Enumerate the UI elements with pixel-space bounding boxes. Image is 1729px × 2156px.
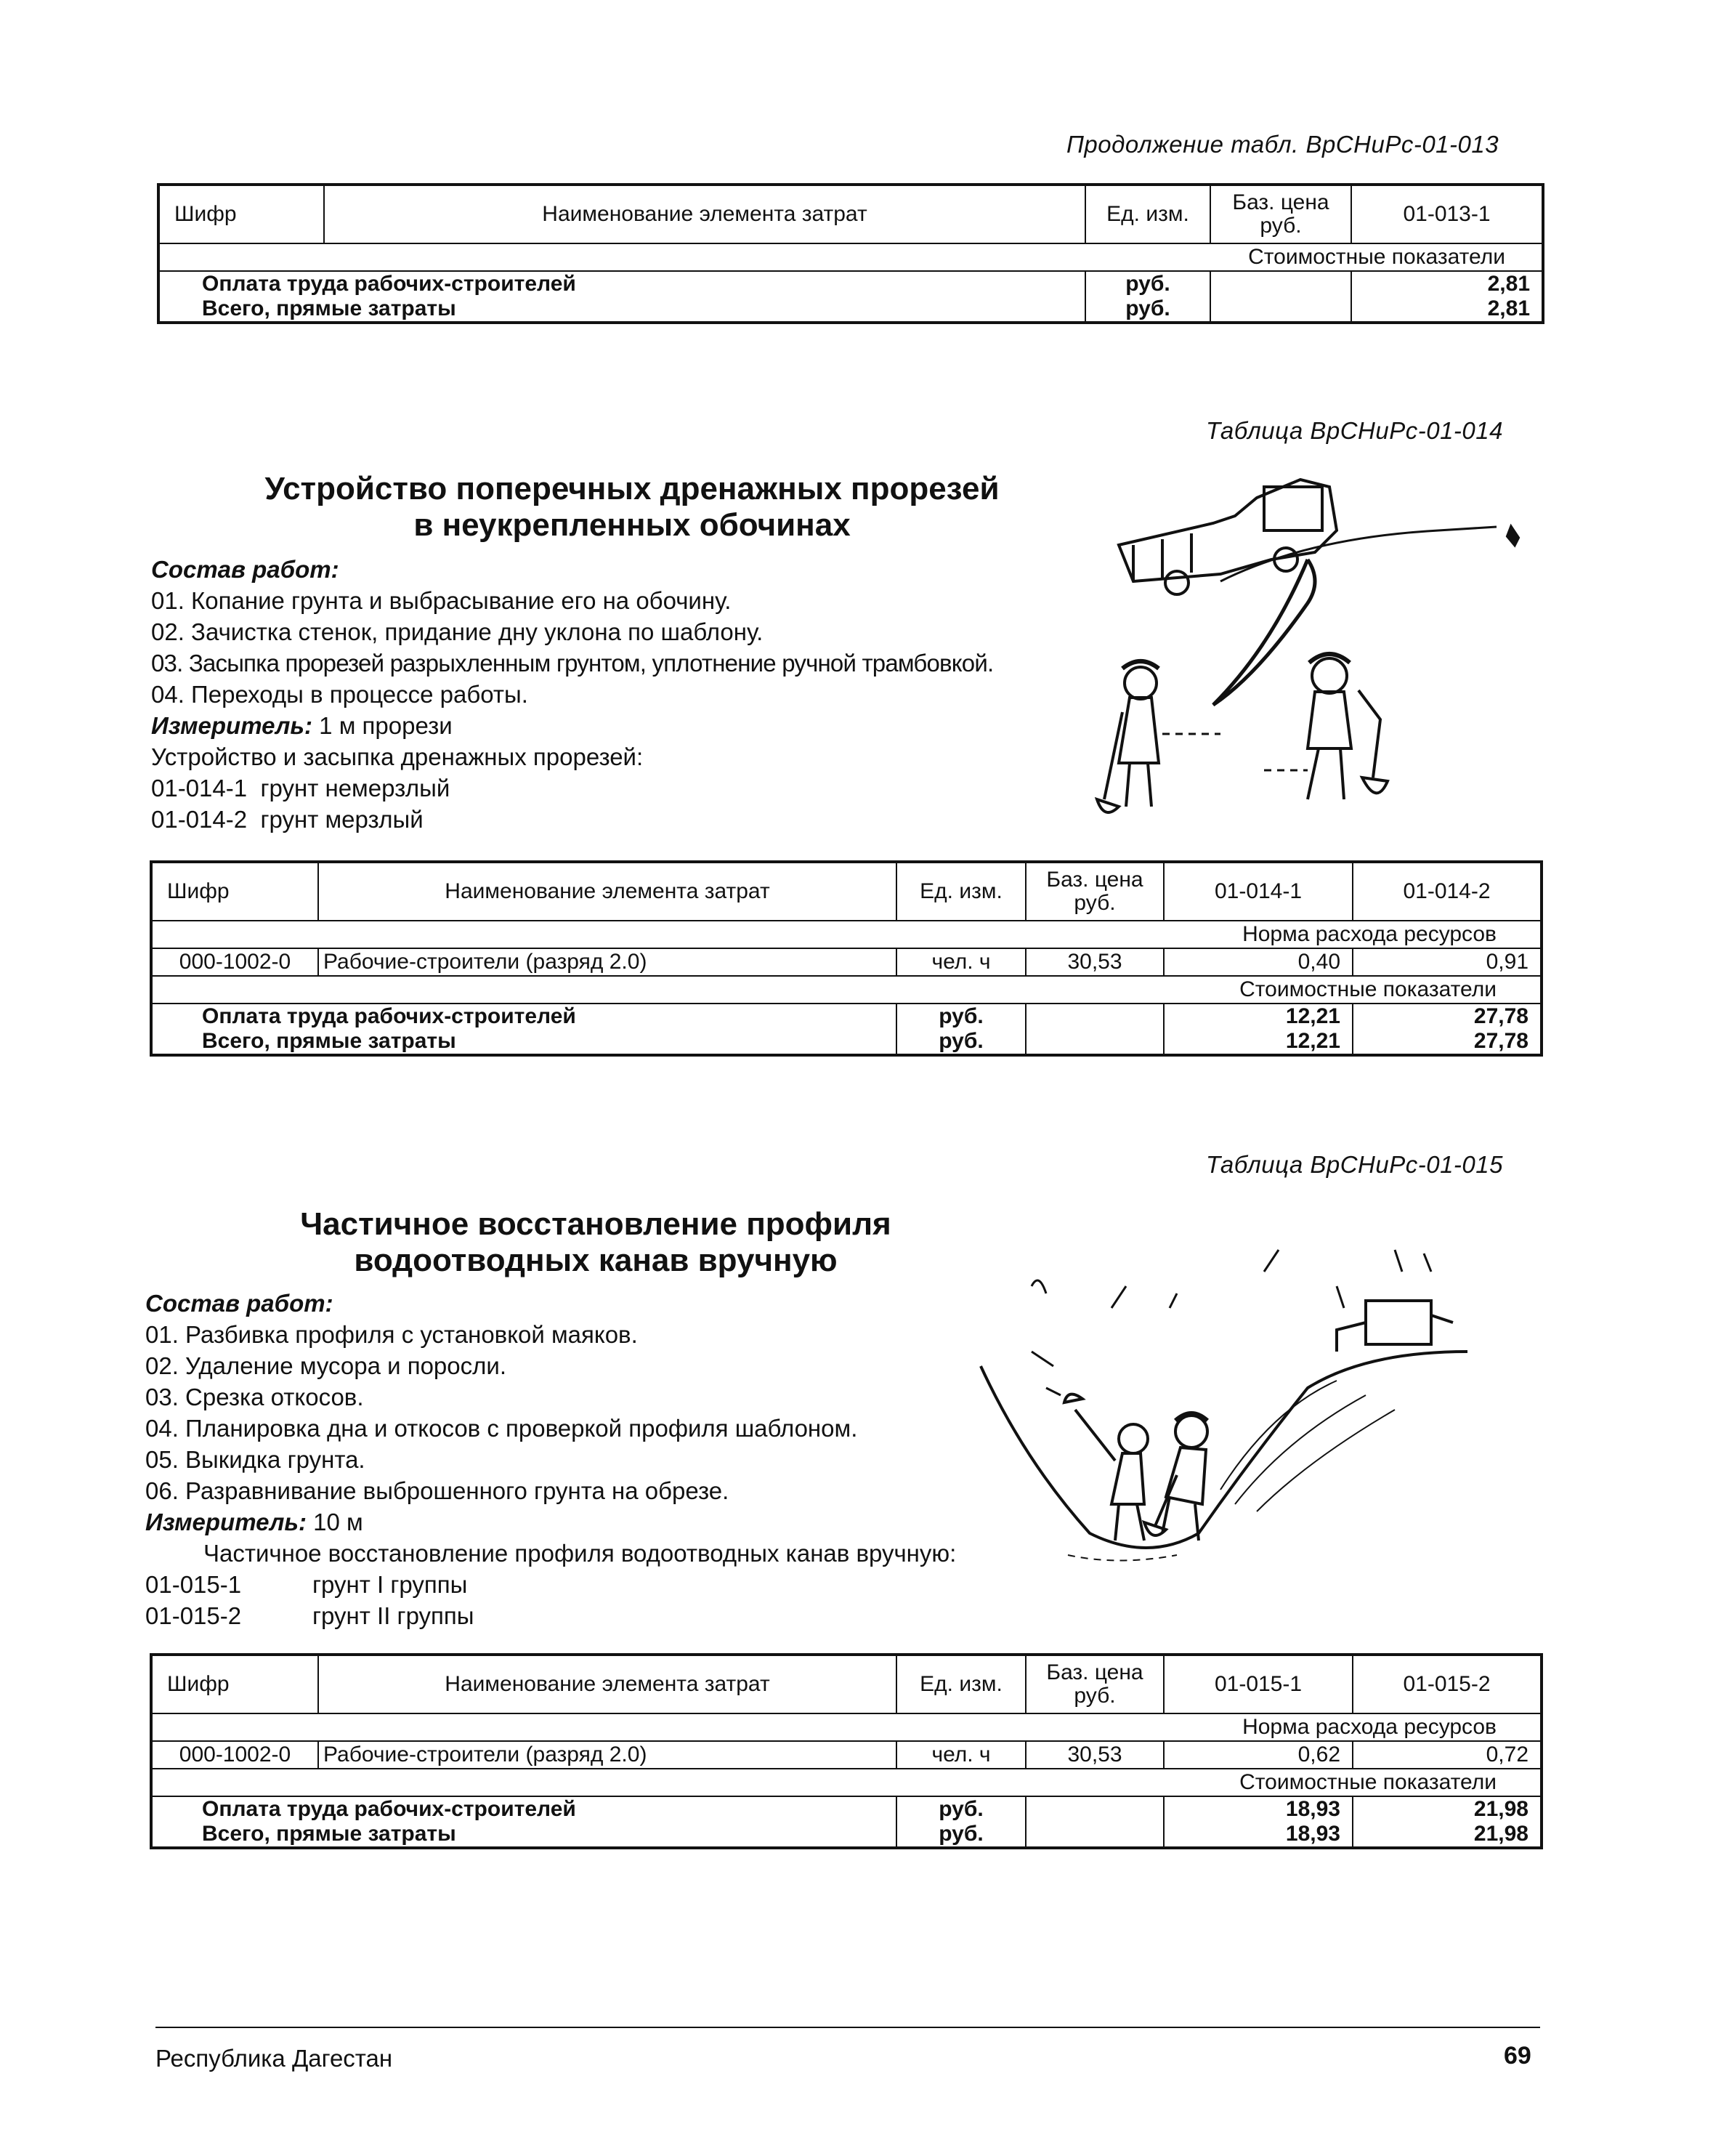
machine xyxy=(1366,1301,1431,1344)
total-unit: руб. xyxy=(896,1004,1026,1029)
footer-rule xyxy=(155,2027,1540,2028)
subtitle: Частичное восстановление профиля водоотводных канав вручную: xyxy=(203,1540,957,1567)
total-row xyxy=(151,1029,1542,1055)
title-line: Устройство поперечных дренажных прорезей xyxy=(264,471,1000,506)
header-code: Шифр xyxy=(151,1655,318,1713)
total-name: Оплата труда рабочих-строителей xyxy=(151,1004,896,1029)
list-item: 01. Разбивка профиля с установкой маяков. xyxy=(145,1321,638,1348)
table-01-013 xyxy=(157,183,1544,324)
subtitle: Устройство и засыпка дренажных прорезей: xyxy=(151,743,644,770)
worker-body xyxy=(1112,1453,1144,1504)
header-price: Баз. цена руб. xyxy=(1210,185,1351,243)
row-unit: чел. ч xyxy=(896,948,1026,976)
header-unit: Ед. изм. xyxy=(1085,185,1210,243)
list-item: 05. Выкидка грунта. xyxy=(145,1446,365,1473)
section-row-cost xyxy=(151,976,1542,1004)
variant-line xyxy=(151,804,1139,835)
variant-code: 01-014-2 xyxy=(151,806,248,833)
table-01-015 xyxy=(150,1653,1543,1849)
total-name: Всего, прямые затраты xyxy=(158,296,1085,323)
section-row-norm xyxy=(151,1713,1542,1741)
total-name: Оплата труда рабочих-строителей xyxy=(158,271,1085,296)
section-title-014 xyxy=(153,471,1112,544)
total-unit: руб. xyxy=(896,1822,1026,1848)
works-block-014 xyxy=(151,554,1139,835)
total-value: 27,78 xyxy=(1353,1029,1542,1055)
total-row xyxy=(151,1796,1542,1822)
worker-head xyxy=(1125,667,1157,699)
row-code: 000-1002-0 xyxy=(151,1741,318,1769)
truck-wheel xyxy=(1165,571,1189,594)
row-code: 000-1002-0 xyxy=(151,948,318,976)
works-label: Состав работ: xyxy=(145,1290,333,1317)
table-row xyxy=(151,948,1542,976)
list-item: 03. Срезка откосов. xyxy=(145,1384,364,1410)
total-unit: руб. xyxy=(1085,271,1210,296)
total-row xyxy=(151,1822,1542,1848)
header-name: Наименование элемента затрат xyxy=(324,185,1085,243)
list-item: 02. Удаление мусора и поросли. xyxy=(145,1352,506,1379)
table-caption-015: Таблица ВрСНиРс-01-015 xyxy=(1206,1151,1503,1178)
worker-body xyxy=(1119,698,1159,763)
table-header-row xyxy=(151,1655,1542,1713)
table-caption-014: Таблица ВрСНиРс-01-014 xyxy=(1206,417,1503,444)
row-value: 0,91 xyxy=(1353,948,1542,976)
header-col2: 01-014-2 xyxy=(1353,862,1542,921)
worker-head xyxy=(1119,1424,1148,1453)
row-name: Рабочие-строители (разряд 2.0) xyxy=(318,1741,896,1769)
measure-value: 10 м xyxy=(313,1509,363,1535)
measure-line xyxy=(145,1506,1090,1538)
row-value: 0,72 xyxy=(1353,1741,1542,1769)
header-name: Наименование элемента затрат xyxy=(318,1655,896,1713)
list-item: 01. Копание грунта и выбрасывание его на обочину. xyxy=(151,587,732,614)
workers-truck-illustration xyxy=(1090,458,1540,836)
worker-body xyxy=(1166,1448,1206,1504)
variant-name: грунт немерзлый xyxy=(260,775,450,802)
measure-label: Измеритель: xyxy=(151,712,312,739)
header-price: Баз. цена руб. xyxy=(1026,1655,1164,1713)
measure-label: Измеритель: xyxy=(145,1509,307,1535)
total-value: 12,21 xyxy=(1164,1004,1353,1029)
works-list xyxy=(145,1319,1090,1506)
variant-line xyxy=(145,1569,1090,1600)
section-row-cost xyxy=(151,1769,1542,1796)
header-unit: Ед. изм. xyxy=(896,862,1026,921)
header-name: Наименование элемента затрат xyxy=(318,862,896,921)
header-col1: 01-013-1 xyxy=(1351,185,1543,243)
list-item: 04. Планировка дна и откосов с проверкой профиля шаблоном. xyxy=(145,1415,858,1442)
table-header-row xyxy=(158,185,1543,243)
total-row xyxy=(151,1004,1542,1029)
section-norm-label: Норма расхода ресурсов xyxy=(1164,921,1542,948)
total-row xyxy=(158,296,1543,323)
row-name: Рабочие-строители (разряд 2.0) xyxy=(318,948,896,976)
total-name: Оплата труда рабочих-строителей xyxy=(151,1796,896,1822)
shovel xyxy=(1358,690,1388,793)
total-unit: руб. xyxy=(896,1796,1026,1822)
table-header-row xyxy=(151,862,1542,921)
section-title-015 xyxy=(218,1206,973,1279)
section-cost-label: Стоимостные показатели xyxy=(1164,976,1542,1004)
continuation-caption: Продолжение табл. ВрСНиРс-01-013 xyxy=(1066,131,1499,158)
header-unit: Ед. изм. xyxy=(896,1655,1026,1713)
section-norm-label: Норма расхода ресурсов xyxy=(1164,1713,1542,1741)
worker-head xyxy=(1175,1416,1207,1448)
variant-line xyxy=(151,772,1139,804)
ditch-workers-illustration xyxy=(959,1243,1540,1584)
shovel xyxy=(1064,1394,1115,1461)
variant-name: грунт II группы xyxy=(312,1602,474,1629)
works-block-015 xyxy=(145,1288,1090,1631)
variant-code: 01-015-1 xyxy=(145,1571,242,1598)
section-cost-label: Стоимостные показатели xyxy=(1164,1769,1542,1796)
total-value: 18,93 xyxy=(1164,1796,1353,1822)
row-value: 0,40 xyxy=(1164,948,1353,976)
total-value: 27,78 xyxy=(1353,1004,1542,1029)
total-unit: руб. xyxy=(1085,296,1210,323)
title-line: в неукрепленных обочинах xyxy=(413,507,851,543)
measure-value: 1 м прорези xyxy=(319,712,453,739)
footer-region: Республика Дагестан xyxy=(155,2045,393,2072)
table-01-014 xyxy=(150,860,1543,1057)
total-name: Всего, прямые затраты xyxy=(151,1822,896,1848)
table-row xyxy=(151,1741,1542,1769)
truck-cabin xyxy=(1264,487,1322,530)
total-value: 21,98 xyxy=(1353,1822,1542,1848)
total-unit: руб. xyxy=(896,1029,1026,1055)
title-line: водоотводных канав вручную xyxy=(354,1243,838,1278)
variant-line xyxy=(145,1600,1090,1631)
variant-name: грунт мерзлый xyxy=(260,806,424,833)
measure-line xyxy=(151,710,1139,741)
header-price: Баз. цена руб. xyxy=(1026,862,1164,921)
works-list xyxy=(151,585,1139,710)
section-row-cost xyxy=(158,243,1543,271)
row-value: 0,62 xyxy=(1164,1741,1353,1769)
shovel xyxy=(1144,1475,1177,1535)
variant-name: грунт I группы xyxy=(312,1571,468,1598)
header-col2: 01-015-2 xyxy=(1353,1655,1542,1713)
title-line: Частичное восстановление профиля xyxy=(300,1206,891,1242)
variant-code: 01-015-2 xyxy=(145,1602,242,1629)
list-item: 03. Засыпка прорезей разрыхленным грунтом, уплотнение ручной трамбовкой. xyxy=(151,650,994,677)
ditch-profile xyxy=(981,1352,1467,1548)
total-value: 12,21 xyxy=(1164,1029,1353,1055)
page-number: 69 xyxy=(1504,2042,1531,2070)
row-price: 30,53 xyxy=(1026,1741,1164,1769)
total-value: 2,81 xyxy=(1351,271,1543,296)
header-code: Шифр xyxy=(151,862,318,921)
row-price: 30,53 xyxy=(1026,948,1164,976)
header-col1: 01-014-1 xyxy=(1164,862,1353,921)
header-col1: 01-015-1 xyxy=(1164,1655,1353,1713)
worker-body xyxy=(1308,692,1351,748)
header-code: Шифр xyxy=(158,185,324,243)
section-cost-label: Стоимостные показатели xyxy=(1210,243,1543,271)
total-value: 2,81 xyxy=(1351,296,1543,323)
variant-code: 01-014-1 xyxy=(151,775,248,802)
section-row-norm xyxy=(151,921,1542,948)
list-item: 04. Переходы в процессе работы. xyxy=(151,681,528,708)
total-name: Всего, прямые затраты xyxy=(151,1029,896,1055)
cut-slope xyxy=(1213,560,1315,705)
row-unit: чел. ч xyxy=(896,1741,1026,1769)
total-row xyxy=(158,271,1543,296)
total-value: 21,98 xyxy=(1353,1796,1542,1822)
works-label: Состав работ: xyxy=(151,556,339,583)
worker-head xyxy=(1312,658,1347,693)
total-value: 18,93 xyxy=(1164,1822,1353,1848)
list-item: 06. Разравнивание выброшенного грунта на обрезе. xyxy=(145,1477,729,1504)
list-item: 02. Зачистка стенок, придание дну уклона по шаблону. xyxy=(151,618,764,645)
